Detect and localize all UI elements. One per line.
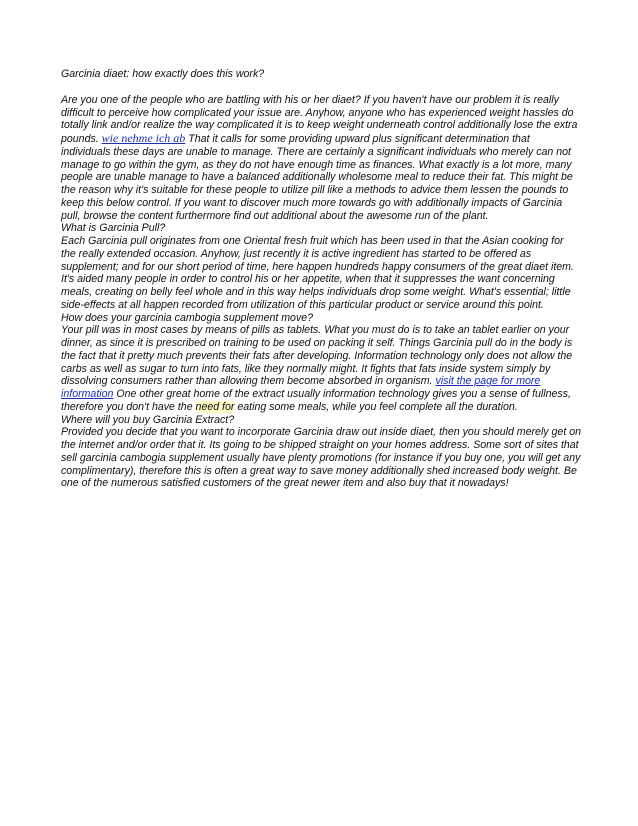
intro-text-before-link: Are you one of the people who are battling with his or her diaet? If you haven't have our problem it is really difficult to perceive how complicated your issue are. Anyhow, anyone who has experienced weight hassles do totally link and/or realize the way complicated it is to keep weight underneath control additionally lose the extra pounds. [61, 93, 578, 145]
wie-nehme-ich-ab-link[interactable]: wie nehme ich ab [101, 131, 186, 145]
section2-text-mid: One other great home of the extract usually information technology gives you a sense of fullness, therefore you don't have the [61, 388, 571, 413]
section3-heading: Where will you buy Garcinia Extract? [61, 413, 235, 426]
section1-heading: What is Garcinia Pull? [61, 222, 166, 235]
section2-heading: How does your garcinia cambogia supplement move? [61, 311, 314, 324]
intro-text-after-link: That it calls for some providing upward plus significant determination that individuals these days are unable to manage. There are certainly a significant individuals who merely can not manage to go within the gym, as they do not have enough time as finances. What exactly is a lot more, many people are unable manage to have a balanced additionally wholesome meal to reduce their fat. This might be the reason why it's suitable for these people to utilize pill like a methods to advice them lessen the pounds to keep this below control. If you want to discover much more towards go with additionally impacts of Garcinia pull, browse the content furthermore find out additional about the awesome run of the plant. [61, 133, 573, 222]
section1-paragraph: Each Garcinia pull originates from one Oriental fresh fruit which has been used in that the Asian cooking for the really extended occasion. Anyhow, just recently it is active ingredient has started to be offered as supplement; and for our short period of time, here happen hundreds happy consumers of the great diaet item. It's aided many people in order to control his or her appetite, when that it suppresses the want concerning meals, creating on belly feel whole and in this way helps individuals drop some weight. What's essential; little side-effects at all happen recorded from utilization of this particular product or service around this point. [61, 235, 574, 311]
intro-paragraph [61, 94, 581, 223]
section2-text-end: eating some meals, while you feel complete all the duration. [234, 400, 518, 413]
document-body [61, 68, 581, 490]
section2-paragraph [61, 324, 581, 413]
section2-text-before-link: Your pill was in most cases by means of pills as tablets. What you must do is to take an tablet earlier on your dinner, as since it is prescribed on training to be used on packing it self. Things Garcinia pull do in the body is the fact that it pretty much prevents their fats after developing. Information technology only does not allow the carbs as well as sugar to turn into fats, like they normally might. It fights that fats inside system simply by dissolving consumers rather than allowing them become absorbed in organism. [61, 324, 573, 388]
need-for-highlight: need for [195, 400, 235, 413]
more-information-link[interactable]: visit the page for more information [61, 375, 541, 400]
section3-paragraph: Provided you decide that you want to incorporate Garcinia draw out inside diaet, then you should merely get on the internet and/or order that it. Its going to be shipped straight on your homes address. Some sort of sites that sell garcinia cambogia supplement usually have plenty promotions (for instance if you buy one, you will get any complimentary), therefore this is often a great way to save money additionally shed increased body weight. Be one of the numerous satisfied customers of the great newer item and also buy that it nowadays! [61, 426, 581, 490]
document-title: Garcinia diaet: how exactly does this work? [61, 68, 265, 80]
